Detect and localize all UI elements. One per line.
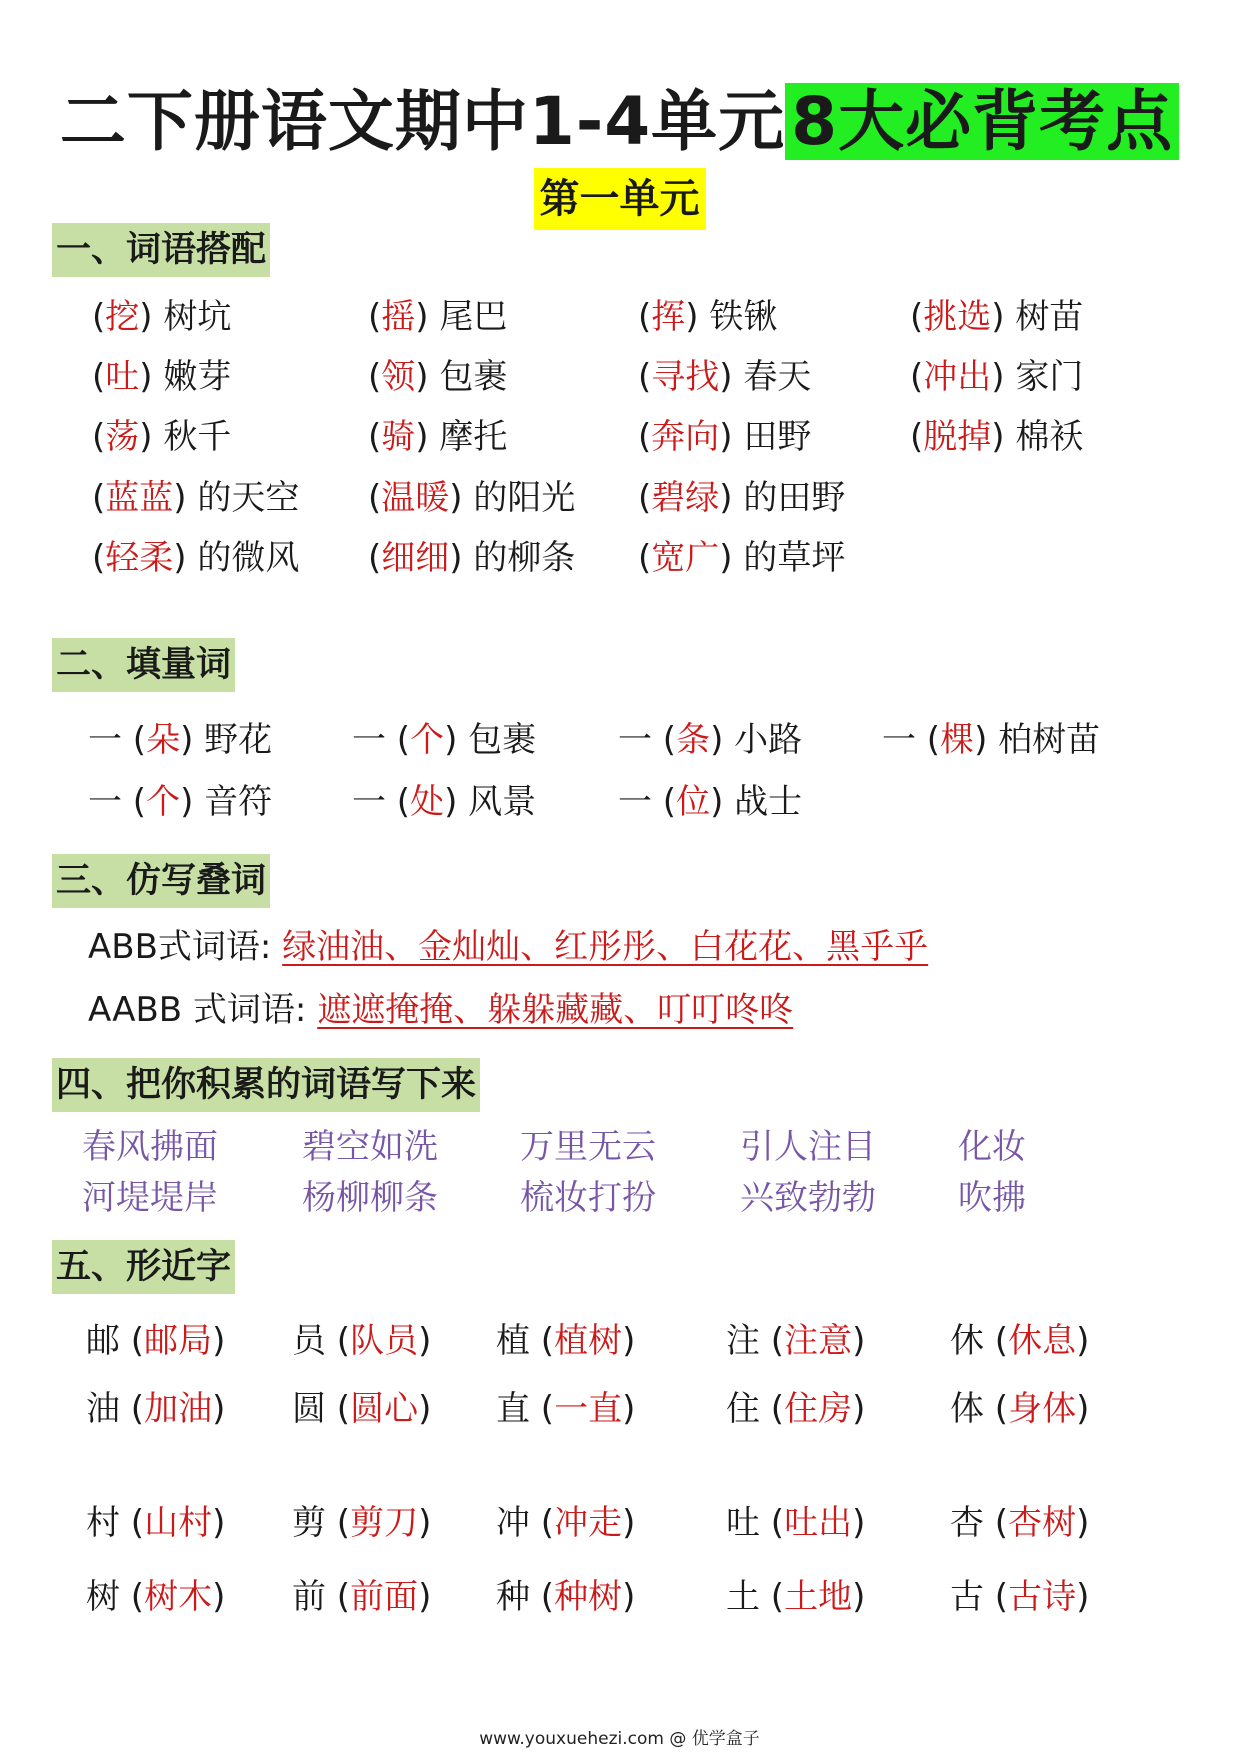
section-heading-accumulated-words: 四、把你积累的词语写下来 — [52, 1058, 480, 1112]
collocation-item: (领) 包裹 — [368, 357, 508, 397]
measure-noun: 风景 — [468, 782, 537, 822]
collocation-item: (细细) 的柳条 — [368, 538, 576, 578]
collocation-word: 嫩芽 — [163, 357, 232, 397]
collocation-word: 的微风 — [197, 538, 300, 578]
char-item: 住 (住房) — [726, 1389, 866, 1429]
char-answer: 一直 — [554, 1389, 623, 1429]
aabb-label: AABB 式词语: — [88, 990, 307, 1030]
idiom-word: 碧空如洗 — [302, 1127, 438, 1167]
char-row — [0, 1498, 1239, 1548]
char-answer: 杏树 — [1008, 1503, 1077, 1543]
idiom-word: 河堤堤岸 — [82, 1178, 218, 1218]
char: 植 — [496, 1321, 530, 1361]
collocation-row — [0, 352, 1239, 402]
char: 注 — [726, 1321, 760, 1361]
collocation-word: 的天空 — [197, 478, 300, 518]
collocation-answer: 荡 — [105, 417, 140, 457]
collocation-answer: 冲出 — [923, 357, 992, 397]
measure-answer: 条 — [676, 720, 711, 760]
unit-block — [0, 168, 1239, 230]
collocation-item: (骑) 摩托 — [368, 417, 508, 457]
char-item: 休 (休息) — [950, 1321, 1090, 1361]
collocation-answer: 挖 — [105, 297, 140, 337]
measure-noun: 音符 — [204, 782, 273, 822]
collocation-word: 树苗 — [1015, 297, 1084, 337]
char: 土 — [726, 1577, 760, 1617]
collocation-item: (宽广) 的草坪 — [638, 538, 846, 578]
aabb-words: 遮遮掩掩、躲躲藏藏、叮叮咚咚 — [317, 990, 794, 1030]
char-item: 吐 (吐出) — [726, 1503, 866, 1543]
idiom-word: 兴致勃勃 — [740, 1178, 876, 1218]
idiom-word: 引人注目 — [740, 1127, 876, 1167]
section-heading-collocation: 一、词语搭配 — [52, 223, 270, 277]
char-answer: 前面 — [350, 1577, 419, 1617]
char-item: 剪 (剪刀) — [292, 1503, 432, 1543]
title-highlight: 8大必背考点 — [785, 83, 1179, 160]
char: 剪 — [292, 1503, 326, 1543]
idiom-row — [0, 1173, 1239, 1223]
char-answer: 队员 — [350, 1321, 419, 1361]
collocation-item: (荡) 秋千 — [92, 417, 232, 457]
measure-row — [0, 777, 1239, 827]
collocation-item: (挑选) 树苗 — [910, 297, 1084, 337]
collocation-row — [0, 533, 1239, 583]
char-item: 圆 (圆心) — [292, 1389, 432, 1429]
char-row — [0, 1384, 1239, 1434]
char-answer: 冲走 — [554, 1503, 623, 1543]
collocation-answer: 挑选 — [923, 297, 992, 337]
collocation-item: (碧绿) 的田野 — [638, 478, 846, 518]
collocation-answer: 轻柔 — [105, 538, 174, 578]
collocation-word: 春天 — [743, 357, 812, 397]
collocation-item: (冲出) 家门 — [910, 357, 1084, 397]
char: 员 — [292, 1321, 326, 1361]
char-answer: 土地 — [784, 1577, 853, 1617]
char-item: 村 (山村) — [86, 1503, 226, 1543]
collocation-item: (吐) 嫩芽 — [92, 357, 232, 397]
collocation-item: (挥) 铁锹 — [638, 297, 778, 337]
measure-noun: 小路 — [734, 720, 803, 760]
char-item: 冲 (冲走) — [496, 1503, 636, 1543]
char-row — [0, 1316, 1239, 1366]
idiom-word: 梳妆打扮 — [520, 1178, 656, 1218]
collocation-item: (挖) 树坑 — [92, 297, 232, 337]
measure-noun: 包裹 — [468, 720, 537, 760]
collocation-item: (摇) 尾巴 — [368, 297, 508, 337]
char-item: 体 (身体) — [950, 1389, 1090, 1429]
idiom-word: 吹拂 — [958, 1178, 1026, 1218]
idiom-row — [0, 1122, 1239, 1172]
collocation-word: 家门 — [1015, 357, 1084, 397]
aabb-item — [88, 985, 793, 1035]
measure-item: 一 (位) 战士 — [618, 782, 803, 822]
char-item: 油 (加油) — [86, 1389, 226, 1429]
char: 古 — [950, 1577, 984, 1617]
collocation-answer: 挥 — [651, 297, 686, 337]
collocation-word: 田野 — [743, 417, 812, 457]
char-answer: 剪刀 — [350, 1503, 419, 1543]
idiom-word: 万里无云 — [520, 1127, 656, 1167]
measure-noun: 柏树苗 — [998, 720, 1101, 760]
title-block — [0, 74, 1239, 170]
char: 吐 — [726, 1503, 760, 1543]
collocation-answer: 脱掉 — [923, 417, 992, 457]
char-answer: 加油 — [144, 1389, 213, 1429]
measure-answer: 个 — [146, 782, 181, 822]
char: 村 — [86, 1503, 120, 1543]
char-item: 古 (古诗) — [950, 1577, 1090, 1617]
collocation-answer: 温暖 — [381, 478, 450, 518]
char-answer: 吐出 — [784, 1503, 853, 1543]
collocation-answer: 碧绿 — [651, 478, 720, 518]
idiom-word: 化妆 — [958, 1127, 1026, 1167]
section-heading-measure-words: 二、填量词 — [52, 638, 235, 692]
section-heading-reduplication: 三、仿写叠词 — [52, 854, 270, 908]
char-item: 注 (注意) — [726, 1321, 866, 1361]
collocation-word: 秋千 — [163, 417, 232, 457]
collocation-row — [0, 412, 1239, 462]
measure-noun: 战士 — [734, 782, 803, 822]
collocation-item: (奔向) 田野 — [638, 417, 812, 457]
char-answer: 树木 — [144, 1577, 213, 1617]
abb-row — [0, 922, 1239, 972]
collocation-word: 铁锹 — [709, 297, 778, 337]
char-item: 前 (前面) — [292, 1577, 432, 1617]
char: 前 — [292, 1577, 326, 1617]
measure-noun: 野花 — [204, 720, 273, 760]
char: 住 — [726, 1389, 760, 1429]
abb-label: ABB式词语: — [88, 927, 272, 967]
collocation-answer: 奔向 — [651, 417, 720, 457]
measure-item: 一 (个) 音符 — [88, 782, 273, 822]
collocation-item: (温暖) 的阳光 — [368, 478, 576, 518]
collocation-word: 尾巴 — [439, 297, 508, 337]
collocation-answer: 摇 — [381, 297, 416, 337]
title-main: 二下册语文期中1-4单元 — [59, 83, 786, 160]
collocation-answer: 领 — [381, 357, 416, 397]
collocation-row — [0, 292, 1239, 342]
idiom-word: 杨柳柳条 — [302, 1178, 438, 1218]
char-answer: 圆心 — [350, 1389, 419, 1429]
footer-watermark: www.youxuehezi.com @ 优学盒子 — [479, 1729, 760, 1749]
char: 直 — [496, 1389, 530, 1429]
collocation-answer: 宽广 — [651, 538, 720, 578]
char-item: 土 (土地) — [726, 1577, 866, 1617]
collocation-row — [0, 473, 1239, 523]
unit-label: 第一单元 — [534, 168, 706, 230]
char-answer: 植树 — [554, 1321, 623, 1361]
char: 邮 — [86, 1321, 120, 1361]
char: 休 — [950, 1321, 984, 1361]
idiom-word: 春风拂面 — [82, 1127, 218, 1167]
char: 树 — [86, 1577, 120, 1617]
measure-item: 一 (个) 包裹 — [352, 720, 537, 760]
char: 圆 — [292, 1389, 326, 1429]
collocation-word: 包裹 — [439, 357, 508, 397]
collocation-word: 摩托 — [439, 417, 508, 457]
measure-answer: 位 — [676, 782, 711, 822]
collocation-item: (寻找) 春天 — [638, 357, 812, 397]
char-item: 树 (树木) — [86, 1577, 226, 1617]
char-answer: 住房 — [784, 1389, 853, 1429]
page-title — [60, 74, 1179, 170]
char-answer: 休息 — [1008, 1321, 1077, 1361]
char-item: 员 (队员) — [292, 1321, 432, 1361]
char-answer: 山村 — [144, 1503, 213, 1543]
collocation-word: 的柳条 — [473, 538, 576, 578]
measure-answer: 棵 — [940, 720, 975, 760]
collocation-word: 的草坪 — [743, 538, 846, 578]
char-item: 杏 (杏树) — [950, 1503, 1090, 1543]
char-item: 邮 (邮局) — [86, 1321, 226, 1361]
char-item: 种 (种树) — [496, 1577, 636, 1617]
char: 体 — [950, 1389, 984, 1429]
measure-item: 一 (条) 小路 — [618, 720, 803, 760]
collocation-answer: 细细 — [381, 538, 450, 578]
collocation-answer: 骑 — [381, 417, 416, 457]
measure-row — [0, 715, 1239, 765]
char-row — [0, 1572, 1239, 1622]
char-item: 植 (植树) — [496, 1321, 636, 1361]
measure-answer: 朵 — [146, 720, 181, 760]
char: 油 — [86, 1389, 120, 1429]
char-answer: 邮局 — [144, 1321, 213, 1361]
collocation-word: 树坑 — [163, 297, 232, 337]
char: 种 — [496, 1577, 530, 1617]
collocation-word: 的田野 — [743, 478, 846, 518]
char-answer: 古诗 — [1008, 1577, 1077, 1617]
measure-item: 一 (朵) 野花 — [88, 720, 273, 760]
measure-answer: 个 — [410, 720, 445, 760]
char: 冲 — [496, 1503, 530, 1543]
collocation-answer: 蓝蓝 — [105, 478, 174, 518]
aabb-row — [0, 985, 1239, 1035]
measure-item: 一 (处) 风景 — [352, 782, 537, 822]
measure-answer: 处 — [410, 782, 445, 822]
collocation-word: 棉袄 — [1015, 417, 1084, 457]
abb-item — [88, 922, 928, 972]
char-answer: 种树 — [554, 1577, 623, 1617]
char: 杏 — [950, 1503, 984, 1543]
abb-words: 绿油油、金灿灿、红彤彤、白花花、黑乎乎 — [282, 927, 929, 967]
section-heading-similar-characters: 五、形近字 — [52, 1240, 235, 1294]
char-answer: 身体 — [1008, 1389, 1077, 1429]
collocation-item: (轻柔) 的微风 — [92, 538, 300, 578]
char-item: 直 (一直) — [496, 1389, 636, 1429]
collocation-answer: 吐 — [105, 357, 140, 397]
collocation-answer: 寻找 — [651, 357, 720, 397]
char-answer: 注意 — [784, 1321, 853, 1361]
collocation-item: (蓝蓝) 的天空 — [92, 478, 300, 518]
collocation-item: (脱掉) 棉袄 — [910, 417, 1084, 457]
collocation-word: 的阳光 — [473, 478, 576, 518]
measure-item: 一 (棵) 柏树苗 — [882, 720, 1101, 760]
